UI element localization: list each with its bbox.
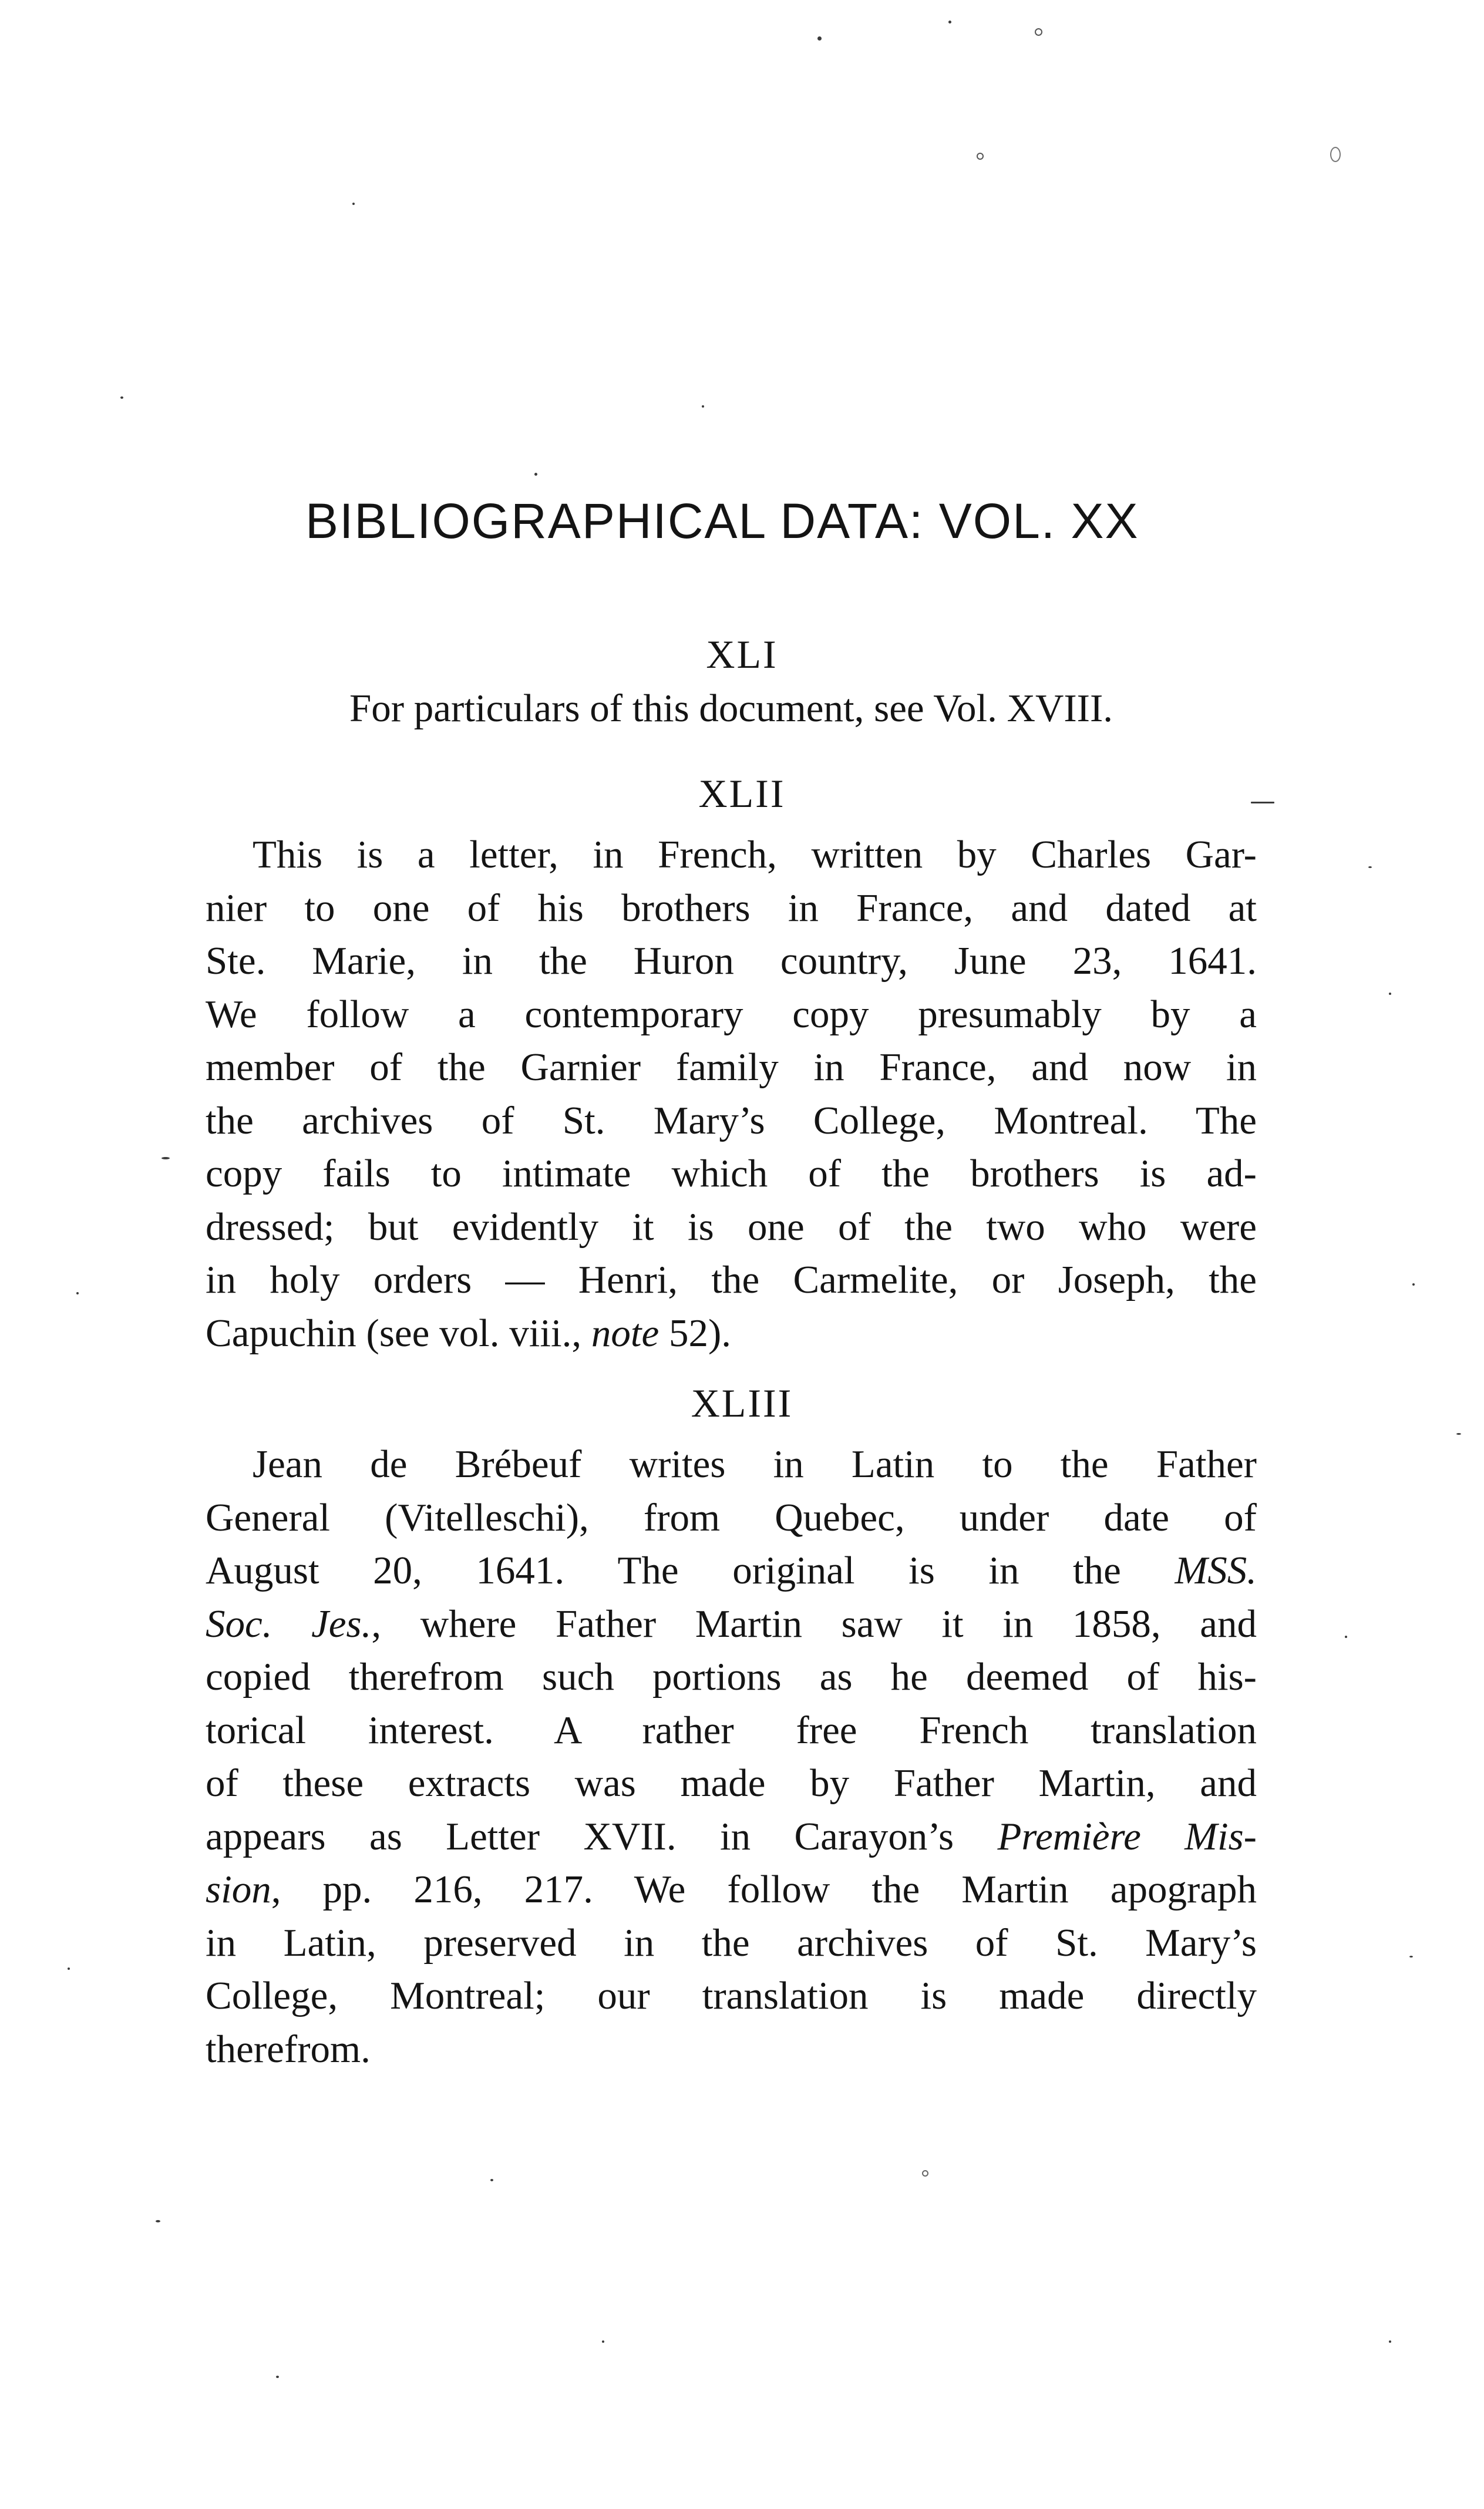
section-heading-xlii: XLII bbox=[698, 771, 786, 816]
text-line bbox=[206, 1307, 1257, 1360]
text-line bbox=[206, 1810, 1257, 1864]
text-line: of these extracts was made by Father Martin, and bbox=[206, 1761, 1257, 1805]
text-line: in Latin, preserved in the archives of St. Mary’s bbox=[206, 1921, 1257, 1965]
scan-speck bbox=[948, 21, 951, 23]
scan-speck bbox=[534, 473, 537, 476]
scan-speck bbox=[1412, 1283, 1415, 1286]
page-title: BIBLIOGRAPHICAL DATA: VOL. XX bbox=[305, 493, 1139, 549]
scan-speck bbox=[1368, 866, 1372, 868]
text-run: appears as Letter XVII. in Carayon’s bbox=[206, 1814, 998, 1858]
text-line: copied therefrom such portions as he deemed of his- bbox=[206, 1655, 1257, 1699]
section-xli-text: For particulars of this document, see Vol. XVIII. bbox=[349, 687, 1113, 730]
scan-speck bbox=[1345, 1636, 1347, 1638]
scan-speck bbox=[352, 203, 355, 205]
scan-speck bbox=[922, 2170, 928, 2177]
text-line: torical interest. A rather free French translation bbox=[206, 1708, 1257, 1752]
scan-speck bbox=[76, 1292, 79, 1294]
scan-speck bbox=[1456, 1433, 1461, 1435]
text-line: in holy orders — Henri, the Carmelite, or Joseph, the bbox=[206, 1258, 1257, 1301]
text-line: This is a letter, in French, written by Charles Gar- bbox=[253, 833, 1257, 876]
italic-run: note bbox=[591, 1311, 659, 1355]
italic-run: Première Mis- bbox=[997, 1814, 1257, 1858]
text-run: 52). bbox=[659, 1311, 732, 1355]
scan-speck bbox=[276, 2376, 279, 2378]
text-run: , where Father Martin saw it in 1858, and bbox=[371, 1602, 1257, 1646]
text-line: the archives of St. Mary’s College, Montreal. The bbox=[206, 1098, 1257, 1142]
scan-speck bbox=[1409, 1956, 1413, 1958]
scan-speck bbox=[1389, 2340, 1391, 2343]
section-xlii-paragraph bbox=[206, 828, 1257, 1360]
text-line: therefrom. bbox=[206, 2027, 371, 2071]
section-heading-xli: XLI bbox=[706, 632, 778, 677]
scan-speck bbox=[490, 2179, 493, 2181]
text-line: Jean de Brébeuf writes in Latin to the Father bbox=[253, 1442, 1257, 1486]
scan-speck bbox=[602, 2340, 604, 2343]
scan-speck bbox=[1035, 28, 1042, 36]
scan-speck bbox=[120, 396, 123, 399]
section-xliii-paragraph bbox=[206, 1438, 1257, 2076]
text-line: member of the Garnier family in France, and now in bbox=[206, 1045, 1257, 1089]
text-line: Ste. Marie, in the Huron country, June 23, 1641. bbox=[206, 939, 1257, 983]
scan-speck bbox=[68, 1967, 70, 1970]
scan-speck bbox=[977, 153, 984, 160]
text-run: , pp. 216, 217. We follow the Martin apograph bbox=[271, 1868, 1257, 1911]
text-line: General (Vitelleschi), from Quebec, under date of bbox=[206, 1495, 1257, 1539]
scan-speck bbox=[1330, 147, 1341, 162]
text-line: We follow a contemporary copy presumably by a bbox=[206, 992, 1257, 1036]
scan-speck bbox=[1389, 993, 1391, 995]
text-line bbox=[206, 1597, 1257, 1651]
text-run: Capuchin (see vol. viii., bbox=[206, 1311, 591, 1355]
text-line: dressed; but evidently it is one of the two who were bbox=[206, 1205, 1257, 1249]
scan-speck bbox=[161, 1157, 170, 1159]
text-line bbox=[206, 1863, 1257, 1916]
text-line: nier to one of his brothers in France, and dated at bbox=[206, 886, 1257, 930]
scan-speck bbox=[156, 2220, 160, 2222]
scan-speck bbox=[702, 405, 704, 408]
text-line bbox=[206, 1544, 1257, 1597]
text-line: copy fails to intimate which of the brothers is ad- bbox=[206, 1152, 1257, 1195]
section-heading-xliii: XLIII bbox=[691, 1381, 793, 1425]
text-run: August 20, 1641. The original is in the bbox=[206, 1549, 1175, 1592]
scan-speck bbox=[817, 36, 822, 41]
scan-speck bbox=[1251, 802, 1274, 803]
text-line: College, Montreal; our translation is made directly bbox=[206, 1974, 1257, 2017]
italic-run: sion bbox=[206, 1868, 271, 1911]
italic-run: MSS. bbox=[1175, 1549, 1257, 1592]
italic-run: Soc. Jes. bbox=[206, 1602, 372, 1646]
